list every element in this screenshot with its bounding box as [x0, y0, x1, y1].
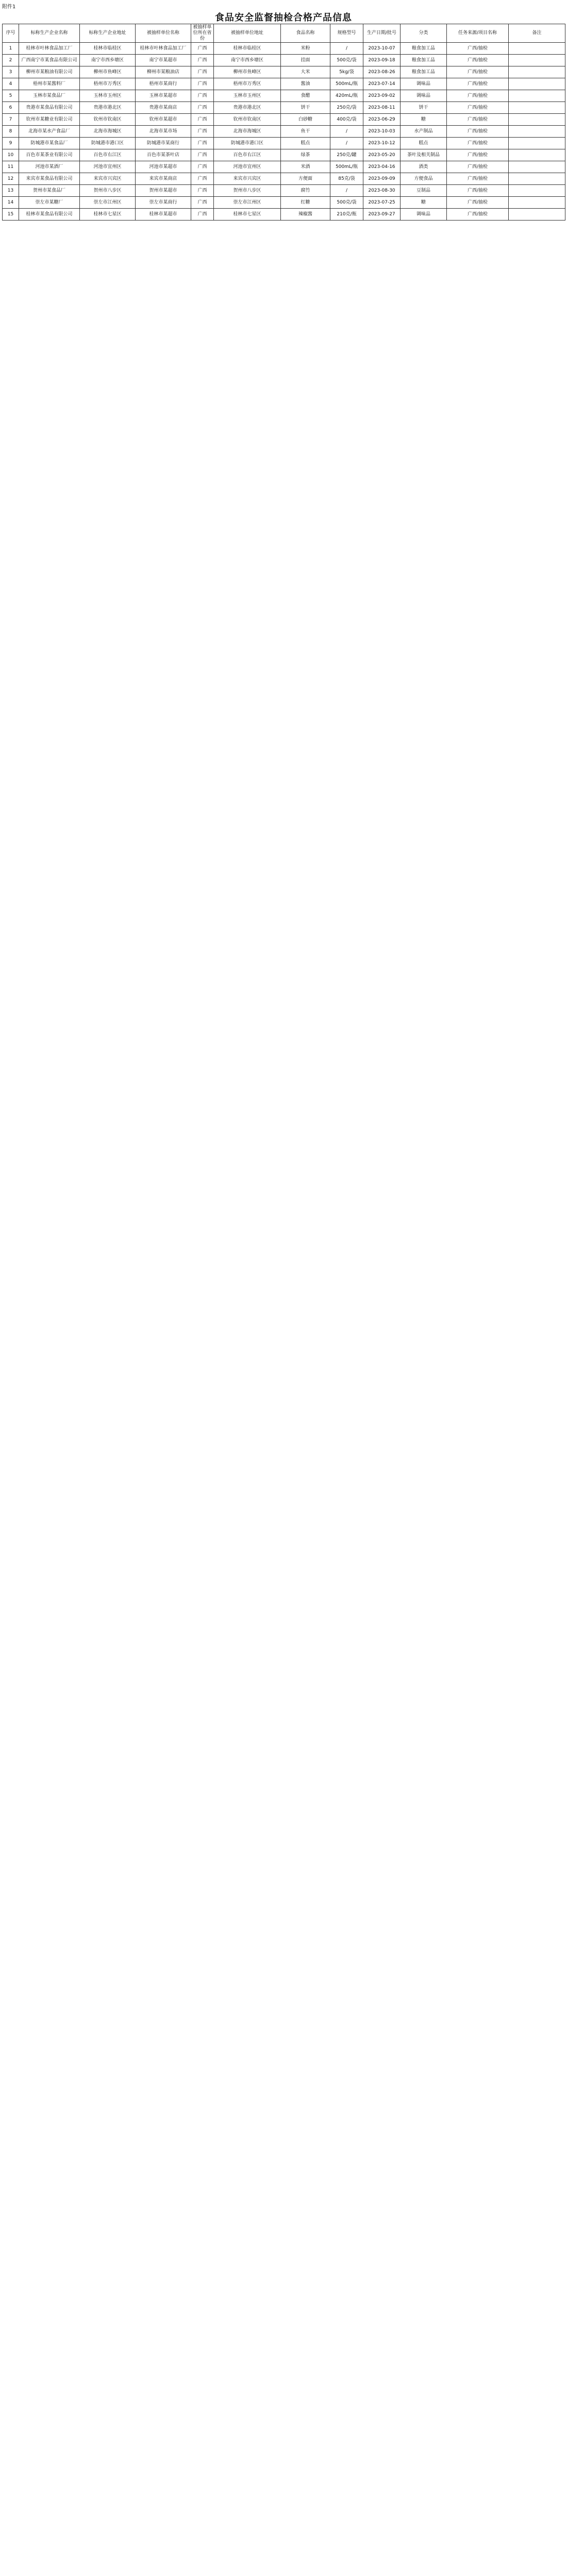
- table-cell: 贵港市港北区: [80, 102, 136, 114]
- table-cell: 大米: [281, 66, 330, 78]
- table-cell: [509, 149, 565, 161]
- table-cell: 13: [3, 185, 19, 197]
- table-cell: 挂面: [281, 55, 330, 66]
- header-cell: 生产日期/批号: [363, 24, 401, 43]
- table-cell: 11: [3, 161, 19, 173]
- table-row: [3, 161, 565, 173]
- table-row: [3, 78, 565, 90]
- header-cell: 标称生产企业名称: [19, 24, 80, 43]
- table-row: [3, 66, 565, 78]
- table-cell: 糖: [401, 114, 447, 126]
- table-row: [3, 173, 565, 185]
- table-cell: 钦州市钦南区: [80, 114, 136, 126]
- table-cell: 4: [3, 78, 19, 90]
- table-cell: 河池市某酒厂: [19, 161, 80, 173]
- header-cell: 食品名称: [281, 24, 330, 43]
- table-cell: 米粉: [281, 43, 330, 55]
- table-cell: 方便食品: [401, 173, 447, 185]
- header-cell: 被抽样单位名称: [136, 24, 191, 43]
- table-cell: 桂林市临桂区: [214, 43, 281, 55]
- table-cell: 白砂糖: [281, 114, 330, 126]
- table-cell: 250克/袋: [330, 102, 363, 114]
- table-cell: 粮食加工品: [401, 43, 447, 55]
- table-row: [3, 55, 565, 66]
- table-cell: 调味品: [401, 78, 447, 90]
- header-cell: 分类: [401, 24, 447, 43]
- table-cell: 方便面: [281, 173, 330, 185]
- table-cell: 北海市某市场: [136, 126, 191, 138]
- table-cell: [509, 55, 565, 66]
- table-cell: 河池市宜州区: [214, 161, 281, 173]
- table-cell: 北海市海城区: [214, 126, 281, 138]
- table-cell: 500克/袋: [330, 197, 363, 209]
- table-cell: 广西/抽检: [447, 185, 509, 197]
- table-cell: 钦州市某超市: [136, 114, 191, 126]
- table-cell: 崇左市某糖厂: [19, 197, 80, 209]
- table-cell: 85克/袋: [330, 173, 363, 185]
- table-cell: 9: [3, 138, 19, 149]
- table-cell: 百色市某茶业有限公司: [19, 149, 80, 161]
- table-cell: 广西/抽检: [447, 149, 509, 161]
- table-cell: 广西: [191, 126, 214, 138]
- table-cell: [509, 209, 565, 221]
- table-cell: 柳州市某粮油店: [136, 66, 191, 78]
- table-cell: 广西/抽检: [447, 138, 509, 149]
- table-cell: 2023-05-20: [363, 149, 401, 161]
- table-cell: 广西/抽检: [447, 55, 509, 66]
- table-cell: 500mL/瓶: [330, 161, 363, 173]
- table-cell: 420mL/瓶: [330, 90, 363, 102]
- table-cell: 钦州市某糖业有限公司: [19, 114, 80, 126]
- table-row: [3, 102, 565, 114]
- table-cell: 2023-07-25: [363, 197, 401, 209]
- table-cell: 2023-07-14: [363, 78, 401, 90]
- table-cell: 15: [3, 209, 19, 221]
- table-cell: 2023-10-07: [363, 43, 401, 55]
- table-cell: [509, 197, 565, 209]
- table-cell: 贵港市某食品有限公司: [19, 102, 80, 114]
- header-cell: 序号: [3, 24, 19, 43]
- table-cell: [509, 185, 565, 197]
- table-row: [3, 90, 565, 102]
- table-cell: [509, 66, 565, 78]
- table-cell: 8: [3, 126, 19, 138]
- table-cell: 2023-09-02: [363, 90, 401, 102]
- table-cell: 10: [3, 149, 19, 161]
- table-cell: 水产制品: [401, 126, 447, 138]
- table-cell: 辣椒酱: [281, 209, 330, 221]
- table-row: [3, 185, 565, 197]
- table-cell: /: [330, 185, 363, 197]
- table-cell: 500克/袋: [330, 55, 363, 66]
- table-cell: 调味品: [401, 90, 447, 102]
- table-cell: 广西/抽检: [447, 209, 509, 221]
- table-cell: 广西: [191, 209, 214, 221]
- table-cell: 崇左市江州区: [214, 197, 281, 209]
- table-cell: 南宁市西乡塘区: [80, 55, 136, 66]
- table-cell: 2023-06-29: [363, 114, 401, 126]
- table-cell: 防城港市某商行: [136, 138, 191, 149]
- table-cell: 贺州市八步区: [214, 185, 281, 197]
- table-cell: 糕点: [401, 138, 447, 149]
- product-table: [2, 24, 565, 221]
- table-cell: 来宾市兴宾区: [214, 173, 281, 185]
- table-cell: 鱼干: [281, 126, 330, 138]
- table-cell: 广西: [191, 43, 214, 55]
- table-cell: 广西/抽检: [447, 90, 509, 102]
- table-cell: 梧州市某酱料厂: [19, 78, 80, 90]
- table-cell: 崇左市江州区: [80, 197, 136, 209]
- table-cell: 北海市某水产食品厂: [19, 126, 80, 138]
- table-cell: 广西: [191, 55, 214, 66]
- table-cell: 桂林市某超市: [136, 209, 191, 221]
- table-cell: 广西: [191, 161, 214, 173]
- table-cell: 食醋: [281, 90, 330, 102]
- table-cell: 250克/罐: [330, 149, 363, 161]
- table-cell: 广西: [191, 78, 214, 90]
- table-cell: 饼干: [281, 102, 330, 114]
- table-cell: [509, 126, 565, 138]
- table-cell: 3: [3, 66, 19, 78]
- table-cell: 百色市右江区: [214, 149, 281, 161]
- table-cell: 来宾市兴宾区: [80, 173, 136, 185]
- table-cell: 1: [3, 43, 19, 55]
- table-cell: 米酒: [281, 161, 330, 173]
- table-cell: 饼干: [401, 102, 447, 114]
- table-cell: 柳州市某粮油有限公司: [19, 66, 80, 78]
- table-cell: 广西/抽检: [447, 114, 509, 126]
- table-cell: 12: [3, 173, 19, 185]
- table-cell: 2023-09-18: [363, 55, 401, 66]
- table-cell: 广西: [191, 185, 214, 197]
- table-cell: 粮食加工品: [401, 66, 447, 78]
- table-cell: 豆制品: [401, 185, 447, 197]
- table-cell: 桂林市叶林食品加工厂: [19, 43, 80, 55]
- table-cell: 崇左市某商行: [136, 197, 191, 209]
- table-cell: 贺州市某超市: [136, 185, 191, 197]
- table-cell: 2023-08-11: [363, 102, 401, 114]
- table-cell: [509, 161, 565, 173]
- table-cell: 2023-08-26: [363, 66, 401, 78]
- header-cell: 被抽样单位所在省份: [191, 24, 214, 43]
- table-cell: 酱油: [281, 78, 330, 90]
- table-cell: 2023-09-09: [363, 173, 401, 185]
- table-cell: 广西/抽检: [447, 173, 509, 185]
- table-cell: 210克/瓶: [330, 209, 363, 221]
- table-row: [3, 197, 565, 209]
- table-body: [3, 43, 565, 221]
- table-cell: 糕点: [281, 138, 330, 149]
- table-cell: 钦州市钦南区: [214, 114, 281, 126]
- table-cell: [509, 114, 565, 126]
- table-cell: 梧州市万秀区: [214, 78, 281, 90]
- table-cell: 玉林市某食品厂: [19, 90, 80, 102]
- table-cell: [509, 102, 565, 114]
- table-cell: 玉林市玉州区: [214, 90, 281, 102]
- table-cell: [509, 138, 565, 149]
- header-cell: 任务来源/项目名称: [447, 24, 509, 43]
- table-cell: 贺州市某食品厂: [19, 185, 80, 197]
- table-cell: 防城港市港口区: [214, 138, 281, 149]
- table-cell: 2023-09-27: [363, 209, 401, 221]
- table-cell: /: [330, 43, 363, 55]
- document-title: 食品安全监督抽检合格产品信息: [215, 12, 352, 23]
- table-cell: 酒类: [401, 161, 447, 173]
- table-cell: [509, 173, 565, 185]
- table-cell: 来宾市某商店: [136, 173, 191, 185]
- table-cell: 广西/抽检: [447, 161, 509, 173]
- table-cell: 来宾市某食品有限公司: [19, 173, 80, 185]
- table-cell: 6: [3, 102, 19, 114]
- table-cell: 腐竹: [281, 185, 330, 197]
- table-cell: [509, 43, 565, 55]
- table-cell: /: [330, 138, 363, 149]
- table-row: [3, 149, 565, 161]
- table-cell: 防城港市某食品厂: [19, 138, 80, 149]
- table-cell: 河池市某超市: [136, 161, 191, 173]
- table-header-row: [3, 24, 565, 43]
- table-cell: 7: [3, 114, 19, 126]
- table-cell: 梧州市万秀区: [80, 78, 136, 90]
- table-cell: 5: [3, 90, 19, 102]
- table-row: [3, 43, 565, 55]
- table-cell: 绿茶: [281, 149, 330, 161]
- table-cell: 玉林市玉州区: [80, 90, 136, 102]
- table-cell: 贺州市八步区: [80, 185, 136, 197]
- table-cell: 广西: [191, 114, 214, 126]
- table-cell: 广西: [191, 66, 214, 78]
- table-cell: [509, 78, 565, 90]
- table-cell: 糖: [401, 197, 447, 209]
- table-cell: 梧州市某商行: [136, 78, 191, 90]
- table-cell: 南宁市西乡塘区: [214, 55, 281, 66]
- table-cell: 广西: [191, 90, 214, 102]
- header-cell: 备注: [509, 24, 565, 43]
- table-cell: 百色市右江区: [80, 149, 136, 161]
- table-cell: 柳州市鱼峰区: [80, 66, 136, 78]
- table-cell: 玉林市某超市: [136, 90, 191, 102]
- table-cell: 广西: [191, 138, 214, 149]
- table-cell: 北海市海城区: [80, 126, 136, 138]
- table-cell: 400克/袋: [330, 114, 363, 126]
- table-cell: 桂林市某食品有限公司: [19, 209, 80, 221]
- table-cell: 广西/抽检: [447, 197, 509, 209]
- table-cell: 防城港市港口区: [80, 138, 136, 149]
- table-row: [3, 209, 565, 221]
- table-cell: 广西/抽检: [447, 126, 509, 138]
- header-cell: 标称生产企业地址: [80, 24, 136, 43]
- table-row: [3, 138, 565, 149]
- table-cell: [509, 90, 565, 102]
- table-cell: 桂林市七星区: [80, 209, 136, 221]
- table-cell: 粮食加工品: [401, 55, 447, 66]
- header-cell: 规格型号: [330, 24, 363, 43]
- table-cell: 5kg/袋: [330, 66, 363, 78]
- table-cell: 广西: [191, 102, 214, 114]
- table-cell: 广西/抽检: [447, 78, 509, 90]
- table-cell: 2: [3, 55, 19, 66]
- table-cell: 2023-10-03: [363, 126, 401, 138]
- table-cell: 茶叶及相关制品: [401, 149, 447, 161]
- table-cell: 红糖: [281, 197, 330, 209]
- table-cell: 500mL/瓶: [330, 78, 363, 90]
- table-cell: 南宁市某超市: [136, 55, 191, 66]
- table-cell: 广西南宁市某食品有限公司: [19, 55, 80, 66]
- table-cell: 广西: [191, 149, 214, 161]
- table-cell: 2023-04-16: [363, 161, 401, 173]
- table-cell: 贵港市港北区: [214, 102, 281, 114]
- table-row: [3, 126, 565, 138]
- table-cell: 桂林市临桂区: [80, 43, 136, 55]
- table-cell: 广西/抽检: [447, 102, 509, 114]
- table-cell: 广西: [191, 173, 214, 185]
- table-cell: 调味品: [401, 209, 447, 221]
- header-cell: 被抽样单位地址: [214, 24, 281, 43]
- table-cell: 2023-10-12: [363, 138, 401, 149]
- table-cell: 桂林市叶林食品加工厂: [136, 43, 191, 55]
- table-cell: 贵港市某商店: [136, 102, 191, 114]
- table-cell: 柳州市鱼峰区: [214, 66, 281, 78]
- table-cell: 百色市某茶叶店: [136, 149, 191, 161]
- table-cell: 广西/抽检: [447, 43, 509, 55]
- table-cell: 14: [3, 197, 19, 209]
- table-row: [3, 114, 565, 126]
- table-cell: 2023-08-30: [363, 185, 401, 197]
- table-cell: 河池市宜州区: [80, 161, 136, 173]
- table-cell: 广西/抽检: [447, 66, 509, 78]
- table-cell: 广西: [191, 197, 214, 209]
- table-cell: /: [330, 126, 363, 138]
- table-cell: 桂林市七星区: [214, 209, 281, 221]
- attachment-label: 附件1: [2, 4, 16, 10]
